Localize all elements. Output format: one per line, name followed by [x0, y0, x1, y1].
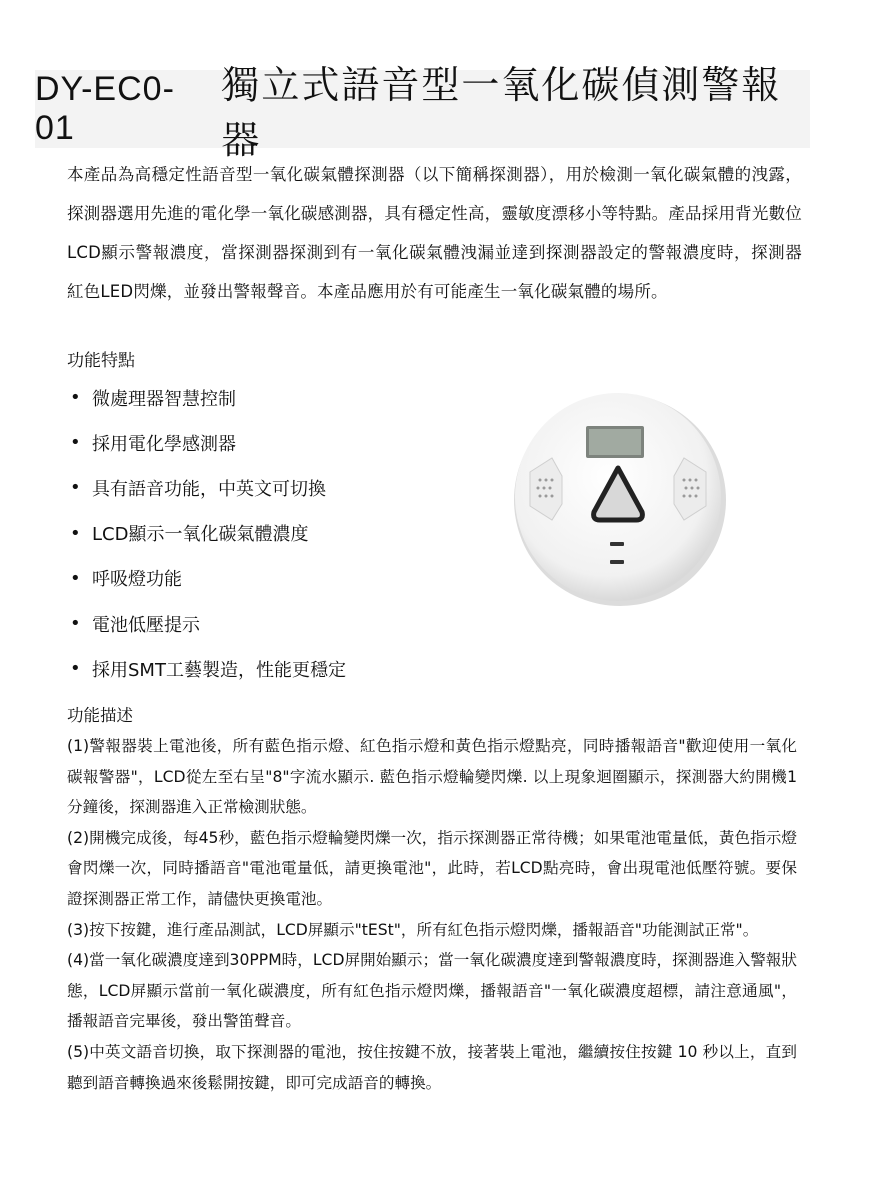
feature-item: • 採用電化學感測器	[70, 432, 236, 455]
bullet-icon: •	[70, 658, 81, 680]
bullet-icon: •	[70, 432, 81, 454]
intro-paragraph: 本產品為高穩定性語音型一氧化碳氣體探測器（以下簡稱探測器），用於檢測一氧化碳氣體的洩露，探測器選用先進的電化學一氧化碳感測器，具有穩定性高，靈敏度漂移小等特點。產品採用背光數位LCD顯示警報濃度，當探測器探測到有一氧化碳氣體洩漏並達到探測器設定的警報濃度時，探測器紅色LED閃爍，並發出警報聲音。本產品應用於有可能產生一氧化碳氣體的場所。	[67, 165, 802, 301]
description-paragraph: (1)警報器裝上電池後，所有藍色指示燈、紅色指示燈和黃色指示燈點亮，同時播報語音"歡迎使用一氧化碳報警器"，LCD從左至右呈"8"字流水顯示. 藍色指示燈輪變閃爍. 以上現象迴圈顯示，探測器大約開機1分鐘後，探測器進入正常檢測狀態。	[67, 737, 797, 817]
description-paragraph: (5)中英文語音切換，取下探測器的電池，按住按鍵不放，接著裝上電池，繼續按住按鍵 10 秒以上，直到聽到語音轉換過來後鬆開按鍵，即可完成語音的轉換。	[67, 1042, 797, 1092]
description-heading: 功能描述	[67, 706, 133, 725]
product-title: 獨立式語音型一氧化碳偵測警報器	[221, 63, 782, 162]
title-banner	[35, 63, 810, 162]
indicator-light-upper	[610, 542, 624, 546]
features-heading: 功能特點	[67, 351, 135, 371]
feature-item: • LCD顯示一氧化碳氣體濃度	[70, 522, 309, 546]
description-paragraph: (3)按下按鍵，進行產品測試，LCD屏顯示"tESt"，所有紅色指示燈閃爍，播報語音"功能測試正常"。	[67, 920, 759, 939]
lcd-screen	[589, 429, 641, 455]
feature-item: • 呼吸燈功能	[70, 567, 182, 591]
co-detector-image	[500, 380, 740, 620]
bullet-icon: •	[70, 522, 81, 544]
feature-item: • 採用SMT工藝製造，性能更穩定	[70, 658, 346, 681]
bullet-icon: •	[70, 387, 81, 409]
feature-item: • 微處理器智慧控制	[70, 387, 236, 410]
indicator-light-lower	[610, 560, 624, 564]
description-body	[67, 731, 797, 1098]
feature-item: • 具有語音功能，中英文可切換	[70, 477, 326, 500]
model-number: DY-EC0-01	[35, 70, 175, 147]
bullet-icon: •	[70, 613, 81, 635]
description-paragraph: (2)開機完成後，每45秒，藍色指示燈輪變閃爍一次，指示探測器正常待機；如果電池電量低，黃色指示燈會閃爍一次，同時播語音"電池電量低，請更換電池"，此時，若LCD點亮時，會出現電池低壓符號。要保證探測器正常工作，請儘快更換電池。	[67, 828, 797, 908]
bullet-icon: •	[70, 477, 81, 499]
description-paragraph: (4)當一氧化碳濃度達到30PPM時，LCD屏開始顯示；當一氧化碳濃度達到警報濃度時，探測器進入警報狀態，LCD屏顯示當前一氧化碳濃度，所有紅色指示燈閃爍，播報語音"一氧化碳濃度超標，請注意通風"，播報語音完畢後，發出警笛聲音。	[67, 951, 797, 1031]
feature-item: • 電池低壓提示	[70, 613, 200, 636]
features-list	[70, 375, 346, 691]
bullet-icon: •	[70, 567, 81, 589]
